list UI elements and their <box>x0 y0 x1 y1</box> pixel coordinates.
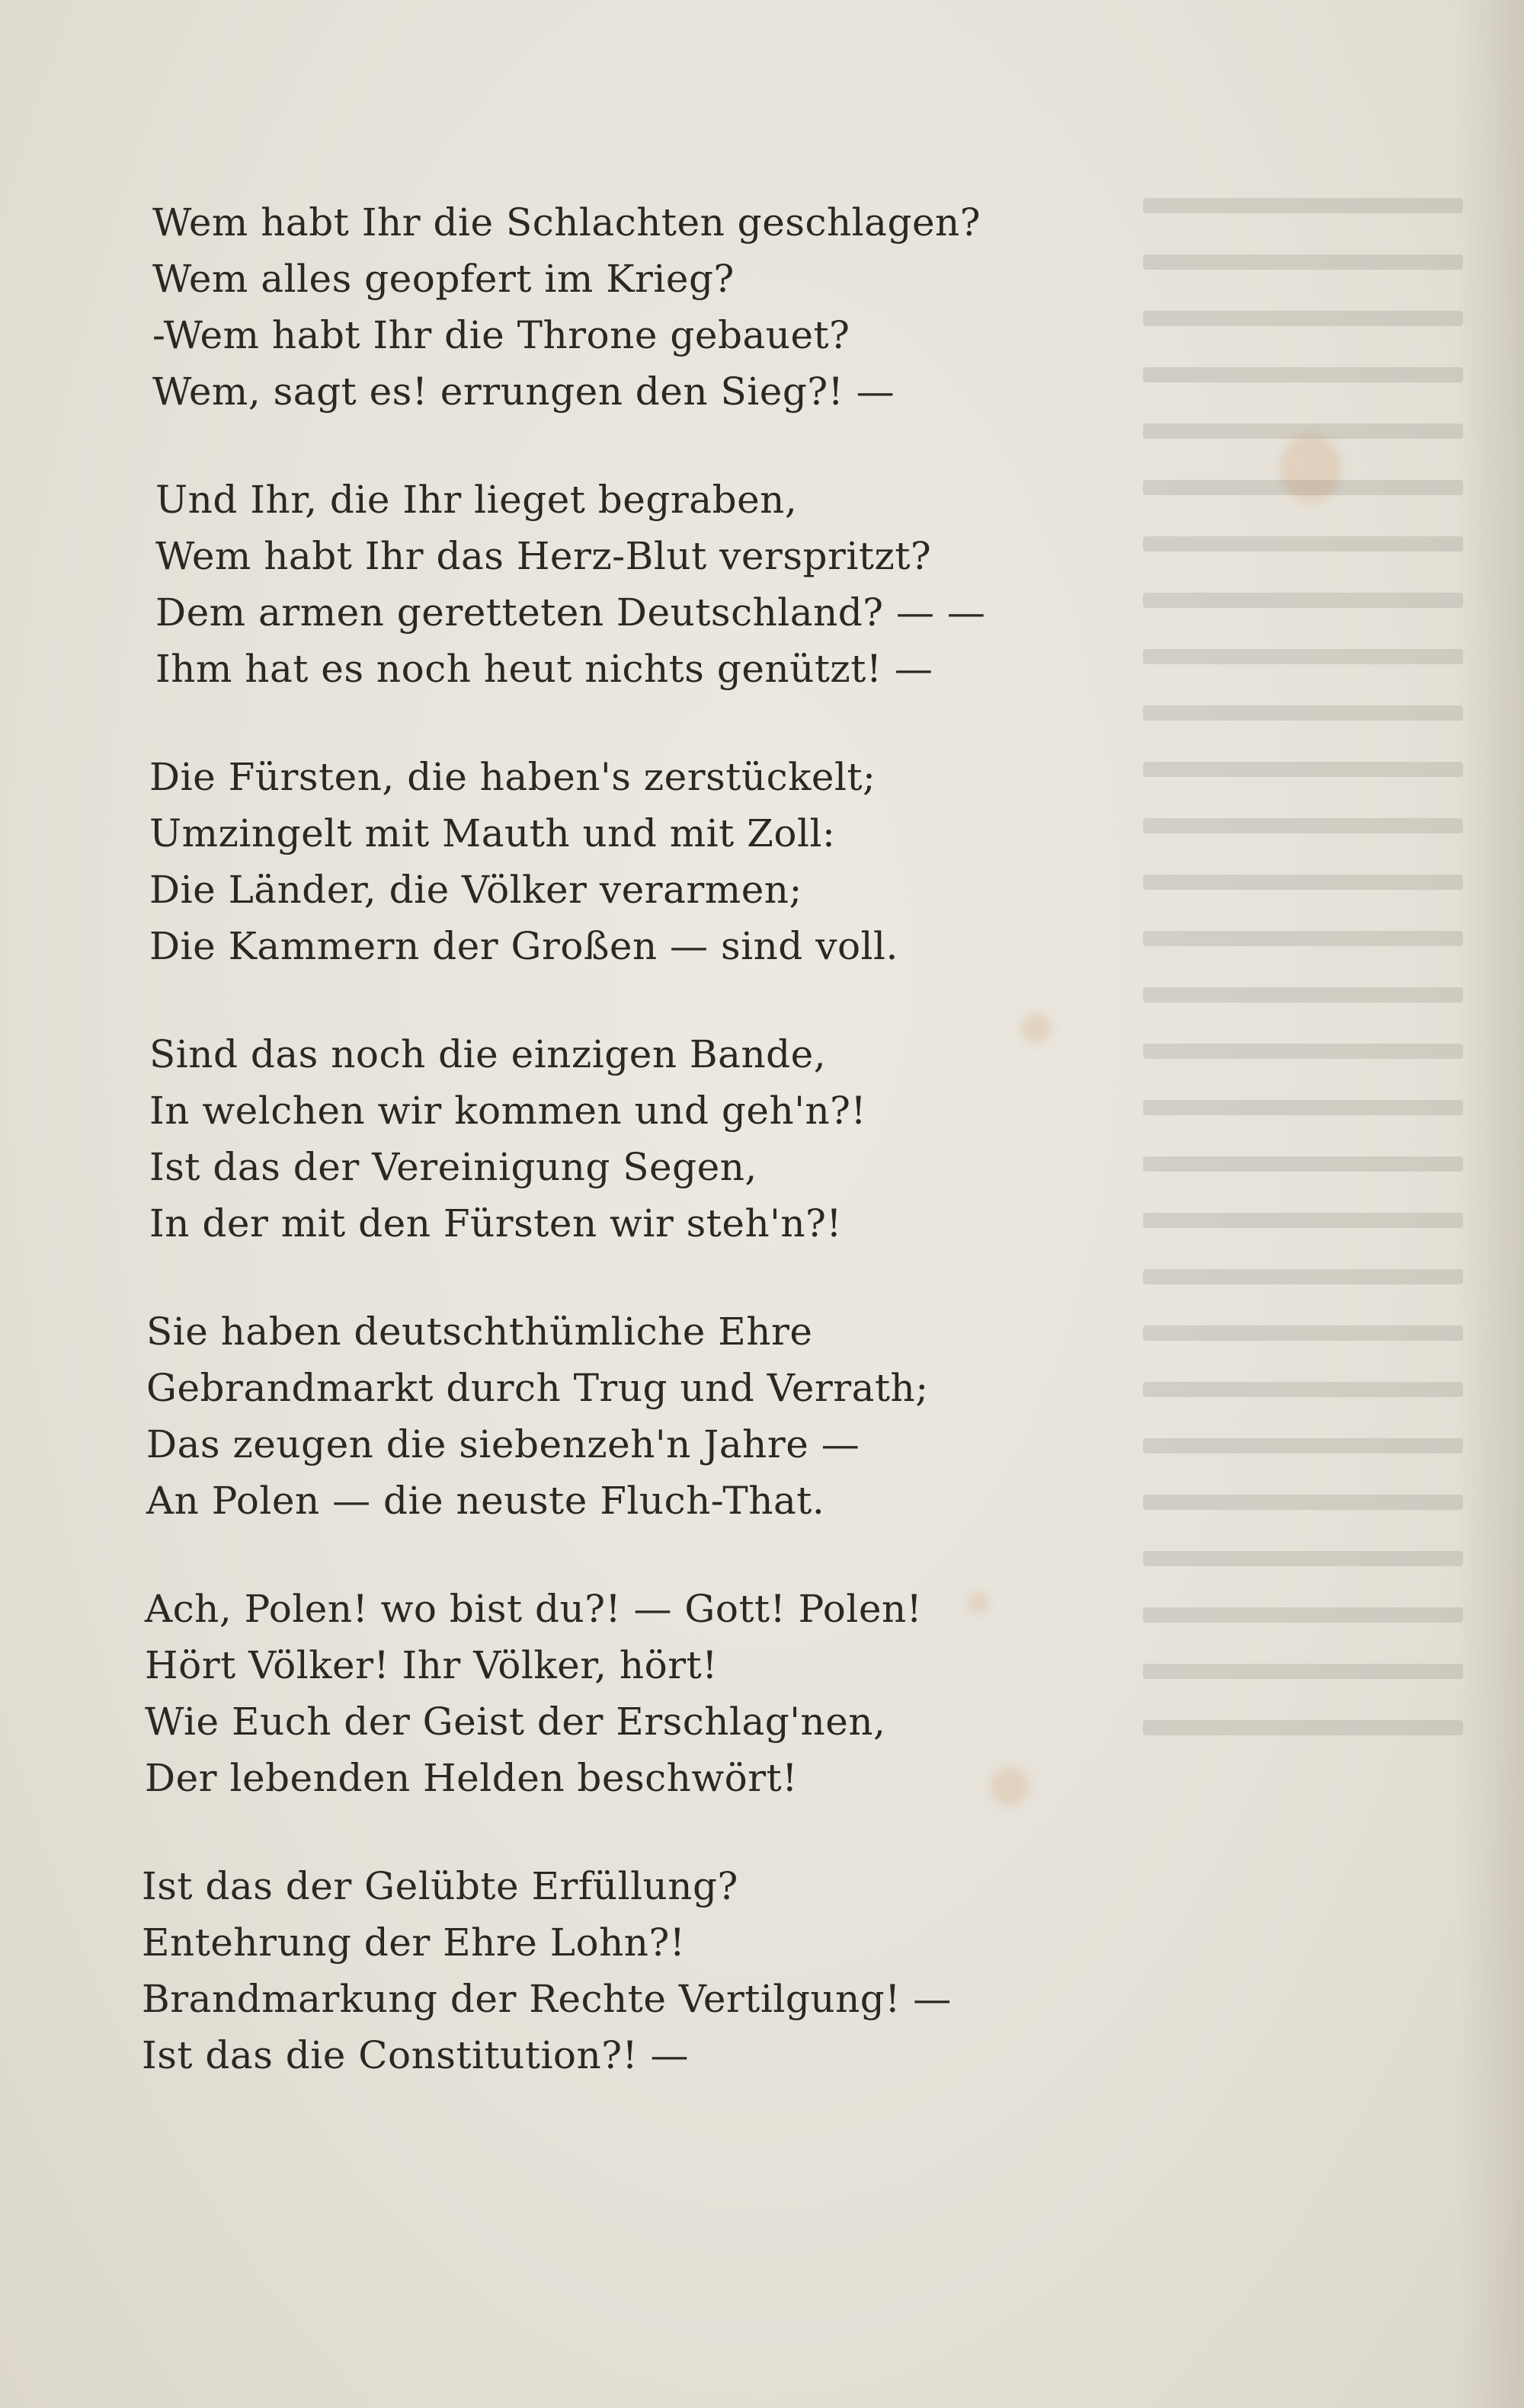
verse-line: Wem habt Ihr die Schlachten geschlagen? <box>152 200 981 245</box>
page-edge-shadow <box>1455 0 1524 2408</box>
stanza <box>155 472 1181 697</box>
stanza <box>146 1303 1181 1529</box>
verse-line: An Polen — die neuste Fluch-That. <box>146 1479 825 1523</box>
verse-line: Die Länder, die Völker verarmen; <box>149 868 802 912</box>
verse-line: Entehrung der Ehre Lohn?! <box>142 1920 686 1965</box>
verse-line: Gebrandmarkt durch Trug und Verrath; <box>146 1366 929 1410</box>
verse-line: Ihm hat es noch heut nichts genützt! — <box>155 647 933 691</box>
verse-line: In welchen wir kommen und geh'n?! <box>149 1089 867 1133</box>
verse-line: Und Ihr, die Ihr lieget begraben, <box>155 478 798 522</box>
verse-line: Brandmarkung der Rechte Vertilgung! — <box>142 1977 952 2021</box>
verse-line: In der mit den Fürsten wir steh'n?! <box>149 1201 843 1246</box>
verse-line: -Wem habt Ihr die Throne gebauet? <box>152 313 850 357</box>
reverse-page-bleed-through <box>1143 198 1463 2103</box>
verse-line: Sie haben deutschthümliche Ehre <box>146 1310 813 1354</box>
verse-line: Dem armen geretteten Deutschland? — — <box>155 590 986 635</box>
stanza <box>142 1858 1181 2083</box>
verse-line: Hört Völker! Ihr Völker, hört! <box>145 1643 718 1687</box>
verse-line: Wem, sagt es! errungen den Sieg?! — <box>152 369 895 414</box>
verse-line: Die Kammern der Großen — sind voll. <box>149 924 898 968</box>
stanza <box>145 1581 1181 1806</box>
verse-line: Ist das die Constitution?! — <box>142 2033 690 2077</box>
stanza <box>152 194 1181 420</box>
stanza <box>149 1026 1181 1252</box>
verse-line: Ach, Polen! wo bist du?! — Gott! Polen! <box>145 1587 923 1631</box>
verse-line: Ist das der Vereinigung Segen, <box>149 1145 757 1189</box>
verse-line: Wem alles geopfert im Krieg? <box>152 257 735 301</box>
verse-line: Das zeugen die siebenzeh'n Jahre — <box>146 1422 860 1466</box>
verse-line: Wie Euch der Geist der Erschlag'nen, <box>145 1700 886 1744</box>
verse-line: Wem habt Ihr das Herz-Blut verspritzt? <box>155 534 932 578</box>
stanza <box>149 749 1181 974</box>
poem-body <box>142 194 1181 2135</box>
verse-line: Der lebenden Helden beschwört! <box>145 1756 798 1800</box>
verse-line: Ist das der Gelübte Erfüllung? <box>142 1864 738 1908</box>
verse-line: Die Fürsten, die haben's zerstückelt; <box>149 755 876 799</box>
verse-line: Sind das noch die einzigen Bande, <box>149 1032 827 1076</box>
verse-line: Umzingelt mit Mauth und mit Zoll: <box>149 811 836 855</box>
